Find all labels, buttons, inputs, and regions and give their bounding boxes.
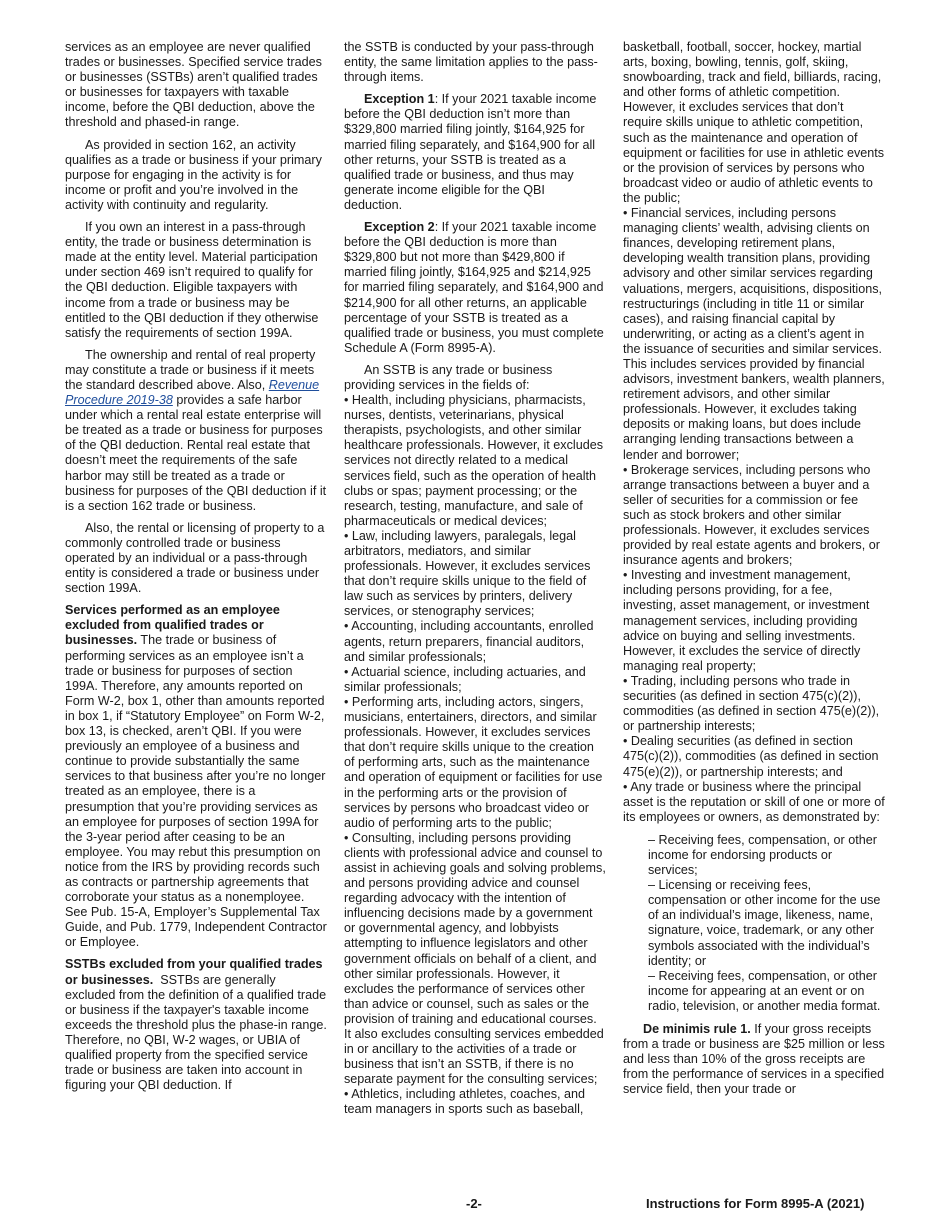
paragraph: basketball, football, soccer, hockey, martial arts, boxing, bowling, tennis, golf, skiing, snowboarding, track and field, billiards, racing, and other forms of athletic competition. However, it excludes services that don’t require skills unique to athletic competition, such as the maintenance and operation of equipment or facilities for use in athletic events or the provision of services by persons who broadcast video or audio of athletic events to the public; <box>623 40 885 205</box>
paragraph-text: The trade or business of performing services as an employee isn’t a trade or business for purposes of section 199A. Therefore, any amounts reported on Form W-2, box 1, other than amounts reported in box 1, if “Statutory Employee” on Form W-2, box 13, is checked, aren’t QBI. If you were previously an employee of a business and continue to provide substantially the same services to that business after you’re no longer treated as an employee, there is a presumption that you’re providing services as an employee for purposes of section 199A for the 3-year period after ceasing to be an employee. You may rebut this presumption on notice from the IRS by providing records such as contracts or partnership agreements that corroborate your status as a nonemployee. See Pub. 15-A, Employer’s Supplemental Tax Guide, and Pub. 1779, Independent Contractor or Employee. <box>65 633 327 950</box>
rule-label: De minimis rule 1. <box>643 1022 751 1036</box>
section-heading: SSTBs excluded from your qualified trades or businesses. <box>65 957 323 987</box>
list-item <box>344 695 606 831</box>
list-item <box>344 831 606 1088</box>
footer-title: Instructions for Form 8995-A (2021) <box>646 1196 865 1211</box>
list-item-text: Dealing securities (as defined in section 475(c)(2)), commodities (as defined in section 475(e)(2)), or partnership interests; and <box>623 734 879 779</box>
bullet-icon: • <box>344 830 352 845</box>
paragraph <box>65 348 327 514</box>
list-item-text: Consulting, including persons providing clients with professional advice and counsel to assist in achieving goals and solving problems, and persons providing advice and counsel regarding advocacy with the intention of influencing decisions made by a government or governmental agency, and lobbyists attempting to influence legislators and other government officials on behalf of a client, and other similar professionals. However, it excludes the performance of services other than advice or counsel, such as sales or the provision of training and educational courses. It also excludes consulting services embedded in or ancillary to the activities of a trade or business that isn’t an SSTB, if there is no separate payment for the consulting services; <box>344 830 606 1087</box>
list-item-text: Investing and investment management, including persons providing, for a fee, investing, asset management, or investment management services, including providing advice on buying and selling investments. However, it excludes the service of directly managing real property; <box>623 568 870 673</box>
bullet-icon: • <box>344 619 352 634</box>
paragraph: An SSTB is any trade or business providing services in the fields of: <box>344 362 553 392</box>
list-item <box>623 568 885 674</box>
bullet-icon: • <box>344 694 352 709</box>
list-item <box>344 529 606 620</box>
list-item-text: Performing arts, including actors, singers, musicians, entertainers, directors, and similar professionals. However, it excludes services that don’t require skills unique to the creation of performing arts, such as the maintenance and operation of equipment or facilities for use in the performing arts or the provision of services by persons who broadcast video or audio of performing arts to the public; <box>344 694 603 830</box>
revenue-procedure-link[interactable]: Revenue Procedure 2019-38 <box>65 377 320 408</box>
list-item-text: Accounting, including accountants, enrolled agents, return preparers, financial auditors, and similar professionals; <box>344 619 594 664</box>
bullet-icon: • <box>623 673 631 688</box>
sub-list-item: – Licensing or receiving fees, compensation or other income for the use of an individual’s image, likeness, name, signature, voice, trademark, or any other symbols associated with the individual’s identity; or <box>648 878 881 968</box>
bullet-icon: • <box>623 568 631 583</box>
list-item <box>623 674 885 734</box>
list-item <box>344 665 606 695</box>
list-item-text: Financial services, including persons managing clients’ wealth, advising clients on finances, developing retirement plans, developing wealth transition plans, providing advisory and other similar services regarding valuations, mergers, acquisitions, dispositions, restructurings (including in title 11 or similar cases), and raising financial capital by underwriting, or acting as a client’s agent in the issuance of securities and similar services. This includes services provided by financial advisors, investment bankers, wealth planners, retirement advisors, and other similar professionals. However, it excludes taking deposits or making loans, but does include arranging lending transactions between a lender and borrower; <box>623 206 885 462</box>
sub-list-item: – Receiving fees, compensation, or other income for endorsing products or services; <box>648 832 877 878</box>
exception-label: Exception 1 <box>364 92 435 107</box>
section-heading: Services performed as an employee excluded from qualified trades or businesses. <box>65 603 280 648</box>
paragraph-text: If your gross receipts from a trade or business are $25 million or less and less than 10% of the gross receipts are from the performance of services in a specified service field, then your trade or <box>623 1022 885 1097</box>
list-item-text: Any trade or business where the principal asset is the reputation or skill of one or more of its employees or owners, as demonstrated by: <box>623 779 885 824</box>
column-middle <box>344 40 606 1118</box>
bullet-icon: • <box>623 734 631 749</box>
list-item <box>623 734 885 779</box>
paragraph-text: The ownership and rental of real property may constitute a trade or business if it meets the standard described above. Also, <box>65 347 316 392</box>
bullet-icon: • <box>344 528 352 543</box>
list-item <box>623 780 885 825</box>
paragraph-text: : If your 2021 taxable income before the QBI deduction isn’t more than $329,800 married filing jointly, $164,925 for married filing separately, and $164,900 for all other returns, your SSTB is treated as a qualified trade or business, and thus may generate income eligible for the QBI deduction. <box>344 92 597 212</box>
paragraph: Also, the rental or licensing of property to a commonly controlled trade or business operated by an individual or a pass-through entity is considered a trade or business under section 199A. <box>65 520 325 596</box>
list-item <box>623 463 885 569</box>
column-right <box>623 40 885 1104</box>
paragraph <box>65 957 327 1093</box>
list-item-text: Brokerage services, including persons who arrange transactions between a buyer and a seller of securities for a commission or fee such as stock brokers and other similar professionals. However, it excludes services provided by real estate agents and brokers, or insurance agents and brokers; <box>623 462 880 568</box>
column-left <box>65 40 327 1100</box>
bullet-icon: • <box>344 393 352 408</box>
paragraph <box>623 1022 885 1097</box>
sub-list-item: – Receiving fees, compensation, or other income for appearing at an event or on radio, television, or another media format. <box>648 968 881 1013</box>
list-item <box>623 206 885 463</box>
bullet-icon: • <box>623 779 631 794</box>
list-item-text: Health, including physicians, pharmacists, nurses, dentists, veterinarians, physical therapists, psychologists, and other similar healthcare professionals. However, it excludes services not directly related to a medical services field, such as the operation of health clubs or spas; payment processing; or the research, testing, manufacture, and sale of pharmaceuticals or medical devices; <box>344 393 604 528</box>
paragraph-text: SSTBs are generally excluded from the definition of a qualified trade or business if the taxpayer's taxable income exceeds the threshold plus the phase-in range. Therefore, no QBI, W-2 wages, or UBIA of qualified property from the specified service trade or business are taken into account in figuring your QBI deduction. If <box>65 972 327 1093</box>
bullet-icon: • <box>344 664 352 679</box>
list-item-text: Athletics, including athletes, coaches, and team managers in sports such as baseball, <box>344 1087 586 1117</box>
page-number: -2- <box>466 1196 482 1211</box>
paragraph: As provided in section 162, an activity qualifies as a trade or business if your primary purpose for engaging in the activity is for income or profit and you’re involved in the activity with continuity and regularity. <box>65 137 322 212</box>
paragraph-text: : If your 2021 taxable income before the QBI deduction is more than $329,800 but not more than $429,800 if married filing jointly, $164,925 and $214,925 for married filing separately, and $164,900 and $214,900 for all other returns, an applicable percentage of your SSTB is treated as a qualified trade or business, you must complete Schedule A (Form 8995-A). <box>344 220 604 355</box>
exception-label: Exception 2 <box>364 220 435 235</box>
list-item <box>344 1087 606 1117</box>
list-item <box>344 619 606 664</box>
list-item-text: Law, including lawyers, paralegals, legal arbitrators, mediators, and similar professionals. However, it excludes services that don’t require skills unique to the field of law such as services by printers, delivery services, or stenography services; <box>344 528 591 619</box>
paragraph <box>65 603 327 950</box>
bullet-icon: • <box>344 1087 352 1102</box>
paragraph <box>344 220 606 356</box>
list-item-text: Trading, including persons who trade in securities (as defined in section 475(c)(2)), commodities (as defined in section 475(e)(2)), or partnership interests; <box>623 673 880 734</box>
paragraph: services as an employee are never qualified trades or businesses. Specified service trades or businesses (SSTBs) aren’t qualified trades or businesses for taxpayers with taxable income, before the QBI deduction, above the threshold and phased-in range. <box>65 40 322 130</box>
list-item-text: Actuarial science, including actuaries, and similar professionals; <box>344 664 586 694</box>
paragraph-text: provides a safe harbor under which a rental real estate enterprise will be treated as a trade or business for purposes of the QBI deduction. Rental real estate that doesn’t meet the requirements of the safe harbor may still be treated as a trade or business for purposes of the QBI deduction if it is a section 162 trade or business. <box>65 393 327 513</box>
bullet-icon: • <box>623 462 631 477</box>
list-item <box>344 393 606 529</box>
paragraph: If you own an interest in a pass-through entity, the trade or business determination is made at the entity level. Material participation under section 469 isn’t required to qualify for the QBI deduction. Eligible taxpayers with income from a trade or business may be entitled to the QBI deduction if they otherwise satisfy the requirements of section 199A. <box>65 220 319 340</box>
bullet-icon: • <box>623 206 631 221</box>
paragraph: the SSTB is conducted by your pass-through entity, the same limitation applies to the pass-through items. <box>344 40 598 85</box>
paragraph <box>344 92 606 213</box>
